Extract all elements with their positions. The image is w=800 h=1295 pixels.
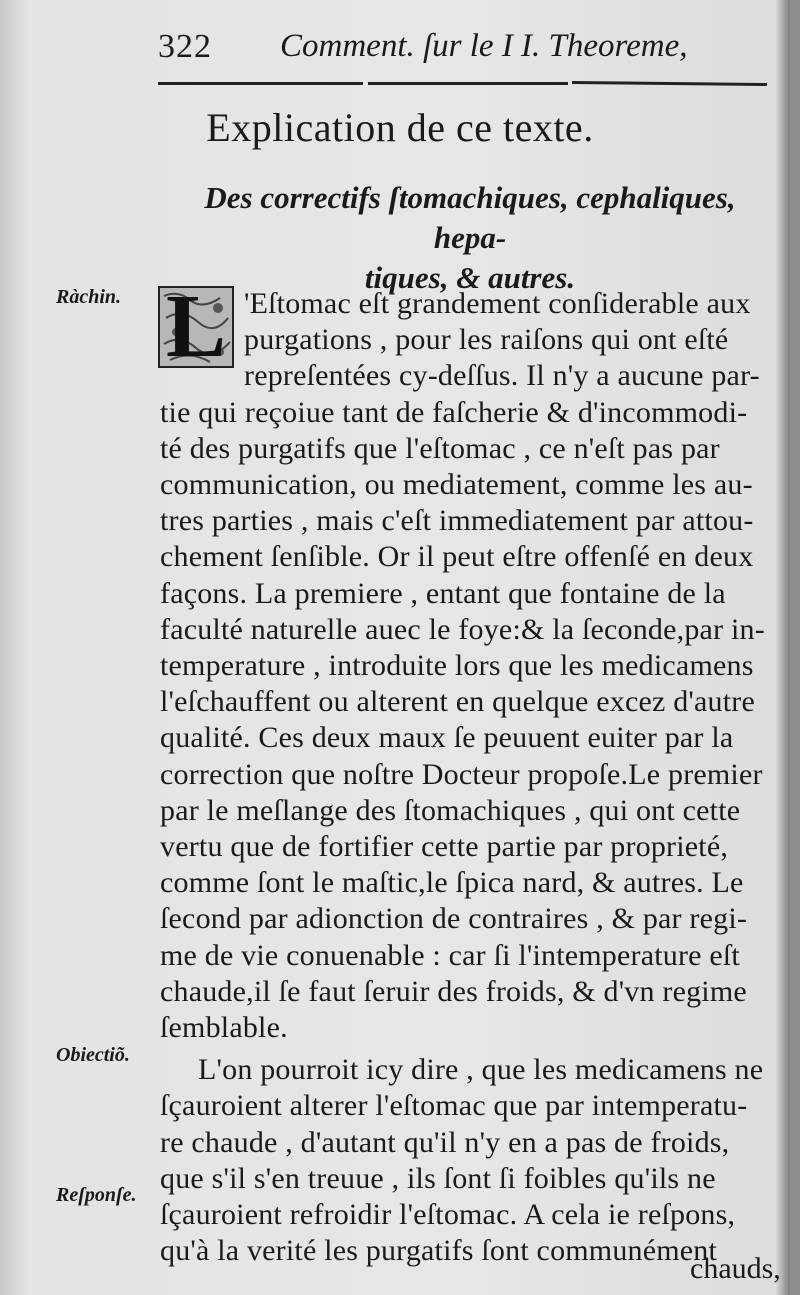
header-rule [158, 82, 363, 85]
body-line: chaude,il ſe faut ſeruir des froids, & d'vn regime [160, 974, 747, 1008]
body-line: l'eſchauffent ou alterent en quelque excez d'autre [160, 685, 755, 719]
page-number: 322 [158, 28, 212, 65]
margin-note-rachin: Ràchin. [56, 286, 122, 308]
body-line: par le meſlange des ſtomachiques , qui ont cette [160, 793, 741, 827]
body-line: tie qui reçoiue tant de faſcherie & d'incommodi- [160, 395, 748, 429]
body-line: chement ſenſible. Or il peut eſtre offenſé en deux [160, 540, 754, 574]
body-line: faculté naturelle auec le foye:& la ſeconde,par in- [160, 612, 765, 646]
book-spine-shadow [776, 0, 790, 1295]
body-line: ſçauroient refroidir l'eſtomac. A cela ie reſpons, [160, 1198, 736, 1231]
dropcap-letter: L [165, 286, 227, 368]
body-line: purgations , pour les raiſons qui ont eſté [244, 323, 729, 357]
catchword: chauds, [690, 1252, 781, 1285]
body-line: temperature , introduite lors que les medicamens [160, 649, 754, 682]
body-line: 'Eſtomac eſt grandement conſiderable aux [244, 287, 751, 320]
body-line: tres parties , mais c'eſt immediatement par attou- [160, 504, 754, 538]
body-line: que s'il s'en treuue , ils ſont ſi foibles qu'ils ne [160, 1161, 716, 1195]
subtitle-line: tiques, & autres. [364, 260, 576, 295]
body-line: L'on pourroit icy dire , que les medicamens ne [198, 1053, 764, 1087]
header-rule [572, 81, 767, 86]
decorated-initial [158, 286, 234, 368]
body-line: ſemblable. [160, 1011, 288, 1044]
body-line: comme ſont le maſtic,le ſpica nard, & autres. Le [160, 866, 744, 900]
body-line: correction que noſtre Docteur propoſe.Le premier [160, 757, 763, 791]
section-subtitle [175, 178, 765, 298]
margin-note-objection: Obiectiõ. [56, 1044, 130, 1066]
body-line: re chaude , d'autant qu'il n'y en a pas de froids, [160, 1125, 730, 1159]
subtitle-line: Des correctifs ſtomachiques, cephaliques, hepa- [204, 180, 736, 255]
body-line: repreſentées cy-deſſus. Il n'y a aucune par- [244, 359, 760, 393]
body-line: façons. La premiere , entant que fontaine de la [160, 576, 726, 610]
body-line: communication, ou mediatement, comme les au- [160, 468, 753, 501]
header-rule [368, 82, 568, 85]
running-head [158, 20, 758, 70]
body-line: qualité. Ces deux maux ſe peuuent euiter par la [160, 721, 734, 755]
margin-note-response: Reſponſe. [56, 1184, 137, 1206]
body-line: té des purgatifs que l'eſtomac , ce n'eſt pas par [160, 431, 720, 465]
body-line: ſçauroient alterer l'eſtomac que par intemperatu- [160, 1089, 748, 1123]
body-line: vertu que de fortifier cette partie par proprieté, [160, 830, 729, 863]
body-line: ſecond par adionction de contraires , & par regi- [160, 902, 748, 936]
section-title: Explication de ce texte. [206, 105, 594, 150]
body-line: qu'à la verité les purgatifs ſont communément [160, 1234, 718, 1268]
running-title: Comment. ſur le I I. Theoreme, [280, 28, 688, 64]
body-line: me de vie conuenable : car ſi l'intemperature eſt [160, 938, 740, 972]
